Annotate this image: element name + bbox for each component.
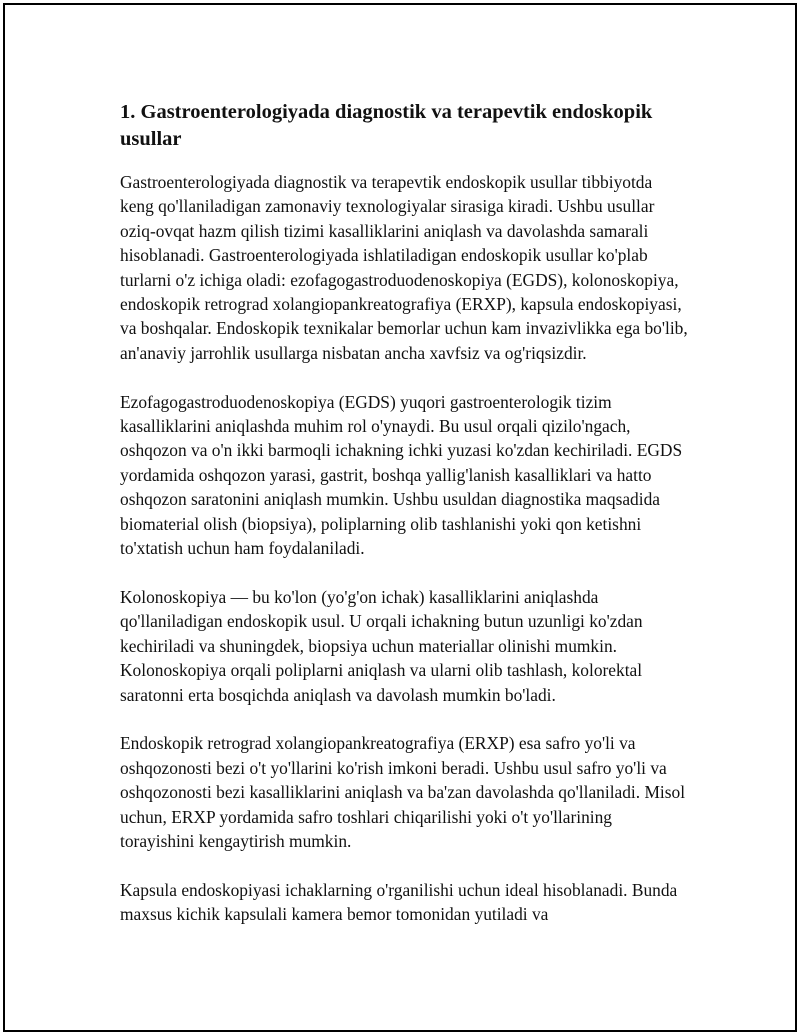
paragraph-intro: Gastroenterologiyada diagnostik va terapevtik endoskopik usullar tibbiyotda keng qo'llaniladigan zamonaviy texnologiyalar sirasiga kiradi. Ushbu usullar oziq-ovqat hazm qilish tizimi kasalliklarini aniqlash va davolashda samarali hisoblanadi. Gastroenterologiyada ishlatiladigan endoskopik usullar ko'plab turlarni o'z ichiga oladi: ezofagogastroduodenoskopiya (EGDS), kolonoskopiya, endoskopik retrograd xolangiopankreatografiya (ERXP), kapsula endoskopiyasi, va boshqalar. Endoskopik texnikalar bemorlar uchun kam invazivlikka ega bo'lib, an'anaviy jarrohlik usullarga nisbatan ancha xavfsiz va og'riqsizdir. <box>120 172 688 363</box>
paragraph-kapsula: Kapsula endoskopiyasi ichaklarning o'rganilishi uchun ideal hisoblanadi. Bunda maxsus kichik kapsulali kamera bemor tomonidan yutiladi va <box>120 879 678 925</box>
document-body <box>120 99 690 951</box>
section-heading: 1. Gastroenterologiyada diagnostik va terapevtik endoskopik usullar <box>120 101 653 150</box>
paragraph-kolonoskopiya: Kolonoskopiya — bu ko'lon (yo'g'on ichak) kasalliklarini aniqlashda qo'llaniladigan endoskopik usul. U orqali ichakning butun uzunligi ko'zdan kechiriladi va shuningdek, biopsiya uchun materiallar olinishi mumkin. Kolonoskopiya orqali poliplarni aniqlash va ularni olib tashlash, kolorektal saratonni erta bosqichda aniqlash va davolash mumkin bo'ladi. <box>120 586 643 705</box>
page-frame <box>3 3 797 1032</box>
paragraph-egds: Ezofagogastroduodenoskopiya (EGDS) yuqori gastroenterologik tizim kasalliklarini aniqlashda muhim rol o'ynaydi. Bu usul orqali qizilo'ngach, oshqozon va o'n ikki barmoqli ichakning ichki yuzasi ko'zdan kechiriladi. EGDS yordamida oshqozon yarasi, gastrit, boshqa yallig'lanish kasalliklari va hatto oshqozon saratonini aniqlash mumkin. Ushbu usuldan diagnostika maqsadida biomaterial olish (biopsiya), poliplarning olib tashlanishi yoki qon ketishni to'xtatish uchun ham foydalaniladi. <box>120 391 683 559</box>
paragraph-erxp: Endoskopik retrograd xolangiopankreatografiya (ERXP) esa safro yo'li va oshqozonosti bezi o't yo'llarini ko'rish imkoni beradi. Ushbu usul safro yo'li va oshqozonosti bezi kasalliklarini aniqlash va ba'zan davolashda qo'llaniladi. Misol uchun, ERXP yordamida safro toshlari chiqarilishi yoki o't yo'llarining torayishini kengaytirish mumkin. <box>120 733 686 851</box>
